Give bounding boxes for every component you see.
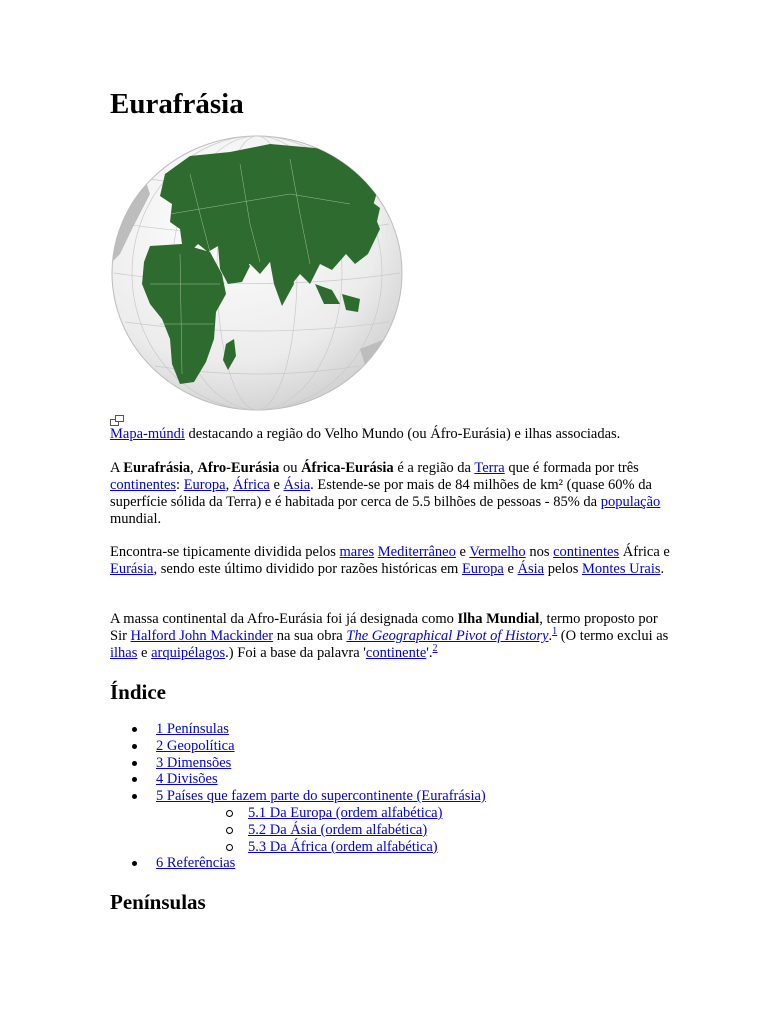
bold-term: África-Eurásia	[301, 460, 394, 476]
text: na sua obra	[273, 628, 347, 644]
bullet-icon	[132, 744, 137, 749]
text: mundial.	[110, 511, 162, 527]
text: , sendo este último dividido por razões históricas em	[153, 561, 462, 577]
circle-bullet-icon	[226, 827, 233, 834]
asia-link[interactable]: Ásia	[283, 477, 311, 493]
text: que é formada por três	[504, 460, 639, 476]
toc-heading: Índice	[110, 680, 167, 704]
text: '.	[426, 645, 433, 661]
toc-link-europa[interactable]: 5.1 Da Europa (ordem alfabética)	[248, 804, 443, 821]
toc-subitem	[156, 839, 486, 856]
text: África e	[619, 544, 670, 560]
text: ou	[279, 460, 302, 476]
eurasia-link[interactable]: Eurásia	[110, 561, 154, 577]
ilhas-link[interactable]: ilhas	[110, 645, 138, 661]
toc-link-dimensoes[interactable]: 3 Dimensões	[156, 754, 232, 771]
continentes-link[interactable]: continentes	[553, 544, 620, 560]
text: é a região da	[393, 460, 475, 476]
toc-link-africa[interactable]: 5.3 Da África (ordem alfabética)	[248, 838, 438, 855]
text: .	[548, 628, 553, 644]
mackinder-link[interactable]: Halford John Mackinder	[130, 628, 274, 644]
caption-text: destacando a região do Velho Mundo (ou Áfro-Eurásia) e ilhas associadas.	[184, 426, 621, 442]
text: ,	[190, 460, 198, 476]
asia-link[interactable]: Ásia	[517, 561, 545, 577]
bullet-icon	[132, 727, 137, 732]
continentes-link[interactable]: continentes	[110, 477, 177, 493]
circle-bullet-icon	[226, 844, 233, 851]
text: Encontra-se tipicamente dividida pelos	[110, 544, 340, 560]
vermelho-link[interactable]: Vermelho	[469, 544, 526, 560]
text: e	[503, 561, 518, 577]
toc-item	[110, 788, 486, 855]
toc-link-asia[interactable]: 5.2 Da Ásia (ordem alfabética)	[248, 821, 428, 838]
globe-map-image[interactable]	[110, 134, 404, 412]
geographical-pivot-link[interactable]: The Geographical Pivot of History	[346, 628, 549, 644]
toc-link-referencias[interactable]: 6 Referências	[156, 855, 236, 872]
text: .) Foi a base da palavra '	[225, 645, 366, 661]
bullet-icon	[132, 861, 137, 866]
world-island-paragraph	[110, 611, 670, 662]
text: e	[269, 477, 284, 493]
bold-term: Eurafrásia	[123, 460, 191, 476]
bullet-icon	[132, 794, 137, 799]
text: .	[660, 561, 665, 577]
toc-link-peninsulas[interactable]: 1 Penínsulas	[156, 721, 229, 737]
image-caption	[110, 426, 710, 443]
section-heading-peninsulas: Penínsulas	[110, 890, 206, 914]
africa-link[interactable]: África	[232, 477, 270, 493]
toc-link-geopolitica[interactable]: 2 Geopolítica	[156, 737, 235, 754]
bullet-icon	[132, 761, 137, 766]
reference-2-link[interactable]: 2	[432, 643, 438, 655]
reference-1-link[interactable]: 1	[552, 626, 558, 638]
enlarge-icon[interactable]	[110, 415, 124, 426]
continente-link[interactable]: continente	[365, 645, 427, 661]
toc-item	[110, 721, 486, 738]
table-of-contents	[110, 721, 486, 872]
text: e	[455, 544, 470, 560]
text: ,	[225, 477, 233, 493]
text: pelos	[544, 561, 582, 577]
toc-item	[110, 855, 486, 872]
europa-link[interactable]: Europa	[183, 477, 226, 493]
terra-link[interactable]: Terra	[474, 460, 505, 476]
toc-subitem	[156, 805, 486, 822]
text: (O termo exclui as	[557, 628, 669, 644]
text: , termo proposto por Sir	[110, 611, 658, 644]
europa-link[interactable]: Europa	[461, 561, 504, 577]
arquipelagos-link[interactable]: arquipélagos	[151, 645, 226, 661]
intro-paragraph	[110, 460, 670, 528]
text: A	[110, 460, 124, 476]
text: . Estende-se por mais de 84 milhões de km² (quase 60% da superfície sólida da Terra) e é habitada por cerca de 5.5 bilhões de pessoas - 85% da	[110, 477, 652, 510]
bold-term: Ilha Mundial	[457, 611, 540, 627]
montes-urais-link[interactable]: Montes Urais	[581, 561, 661, 577]
toc-item	[110, 755, 486, 772]
mares-link[interactable]: mares	[339, 544, 375, 560]
page-title: Eurafrásia	[110, 88, 244, 120]
toc-link-paises[interactable]: 5 Países que fazem parte do supercontinente (Eurafrásia)	[156, 788, 486, 805]
bullet-icon	[132, 777, 137, 782]
populacao-link[interactable]: população	[600, 494, 661, 510]
mediterraneo-link[interactable]: Mediterrâneo	[377, 544, 456, 560]
circle-bullet-icon	[226, 810, 233, 817]
toc-subitem	[156, 822, 486, 839]
text: nos	[525, 544, 554, 560]
mapa-mundi-link[interactable]: Mapa-múndi	[110, 426, 185, 442]
toc-link-divisoes[interactable]: 4 Divisões	[156, 771, 218, 788]
toc-item	[110, 738, 486, 755]
toc-item	[110, 771, 486, 788]
text: e	[137, 645, 152, 661]
text: :	[176, 477, 184, 493]
text: A massa continental da Afro-Eurásia foi já designada como	[110, 611, 458, 627]
bold-term: Afro-Eurásia	[197, 460, 280, 476]
division-paragraph	[110, 544, 670, 578]
